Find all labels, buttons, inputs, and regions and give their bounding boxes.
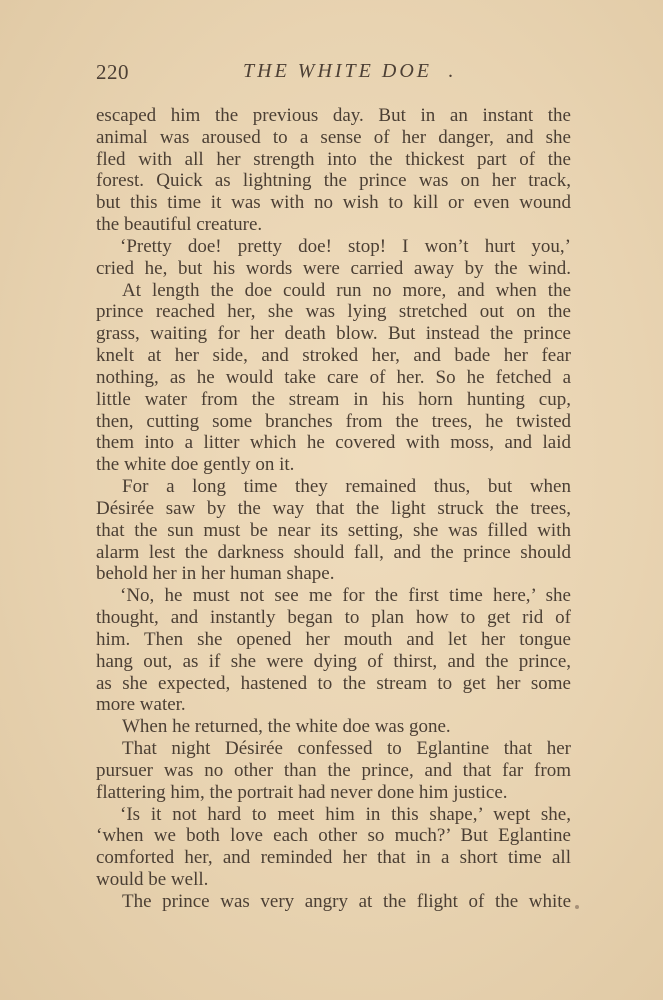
text-line: ‘No, he must not see me for the first time here,’ she xyxy=(120,585,571,607)
body-text xyxy=(96,105,571,913)
text-line: comforted her, and reminded her that in a short time all xyxy=(96,847,571,869)
text-line: that the sun must be near its setting, she was filled with xyxy=(96,519,571,541)
text-line: alarm lest the darkness should fall, and the prince should xyxy=(96,541,571,563)
text-line: animal was aroused to a sense of her danger, and she xyxy=(96,126,571,148)
text-line: prince reached her, she was lying stretched out on the xyxy=(96,301,571,323)
text-line: The prince was very angry at the flight of the white xyxy=(122,890,571,912)
running-head-title: THE WHITE DOE xyxy=(243,60,432,82)
running-head-dot: . xyxy=(448,60,453,82)
text-line: little water from the stream in his horn hunting cup, xyxy=(96,388,571,410)
text-line: pursuer was no other than the prince, and that far from xyxy=(96,759,571,781)
text-line: but this time it was with no wish to kill or even wound xyxy=(96,192,571,214)
text-line: hang out, as if she were dying of thirst, and the prince, xyxy=(96,650,571,672)
text-line: knelt at her side, and stroked her, and bade her fear xyxy=(96,345,571,367)
text-line: them into a litter which he covered with moss, and laid xyxy=(96,432,571,454)
text-line: ‘Pretty doe! pretty doe! stop! I won’t hurt you,’ xyxy=(120,235,571,257)
text-line: grass, waiting for her death blow. But instead the prince xyxy=(96,323,571,345)
text-line: flattering him, the portrait had never done him justice. xyxy=(96,781,508,803)
text-line: When he returned, the white doe was gone. xyxy=(122,716,451,738)
paper-speck xyxy=(575,905,579,909)
text-line: escaped him the previous day. But in an instant the xyxy=(96,105,571,126)
text-line: thought, and instantly began to plan how to get rid of xyxy=(96,607,571,629)
text-line: That night Désirée confessed to Eglantine that her xyxy=(122,738,571,760)
text-line: behold her in her human shape. xyxy=(96,563,335,585)
text-line: Désirée saw by the way that the light struck the trees, xyxy=(96,497,571,519)
text-line: the white doe gently on it. xyxy=(96,454,295,476)
text-line: more water. xyxy=(96,694,186,716)
text-line: For a long time they remained thus, but when xyxy=(122,476,571,498)
text-line: forest. Quick as lightning the prince was on her track, xyxy=(96,170,571,192)
text-line: would be well. xyxy=(96,868,209,890)
page-header xyxy=(96,60,571,90)
text-line: as she expected, hastened to the stream to get her some xyxy=(96,672,571,694)
text-line: him. Then she opened her mouth and let her tongue xyxy=(96,628,571,650)
text-line: then, cutting some branches from the trees, he twisted xyxy=(96,410,571,432)
text-line: ‘Is it not hard to meet him in this shape,’ wept she, xyxy=(120,803,571,825)
page-number: 220 xyxy=(96,60,129,84)
text-line: ‘when we both love each other so much?’ But Eglantine xyxy=(96,825,571,847)
text-line: fled with all her strength into the thickest part of the xyxy=(96,148,571,170)
text-line: the beautiful creature. xyxy=(96,214,263,236)
text-line: cried he, but his words were carried away by the wind. xyxy=(96,257,571,279)
text-line: At length the doe could run no more, and when the xyxy=(122,279,571,301)
text-line: nothing, as he would take care of her. So he fetched a xyxy=(96,366,571,388)
